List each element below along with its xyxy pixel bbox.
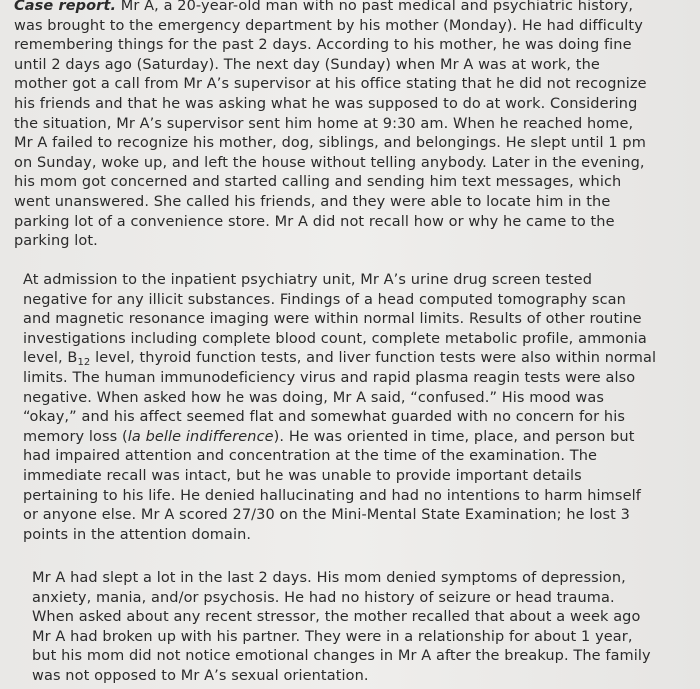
paragraph-text: Mr A had slept a lot in the last 2 days. His mom denied symptoms of depression, anxiety, mania, and/or psychosis. He had no history of seizure or head trauma. When asked about any recent stressor, the mother recalled that about a week ago Mr A had broken up with his partner. They were in a relationship for about 1 year, but his mom did not notice emotional changes in Mr A after the breakup. The family was not opposed to Mr A’s sexual orientation. bbox=[32, 570, 651, 684]
italic-term: la belle indifference bbox=[127, 428, 274, 445]
admission-paragraph bbox=[23, 271, 658, 545]
paragraph-text: At admission to the inpatient psychiatry unit, Mr A’s urine drug screen tested negative for any illicit substances. Findings of a head computed tomography scan and magnetic resonance imaging were within normal limits. Results of other routine investigations including complete blood count, complete metabolic profile, ammonia level, B bbox=[23, 272, 647, 367]
case-report-heading: Case report. bbox=[14, 0, 117, 14]
paragraph-text: ). He was oriented in time, place, and person but had impaired attention and concentration at the time of the examination. The immediate recall was intact, but he was unable to provide important details pertaining to his life. He denied hallucinating and had no intentions to harm himself or anyone else. Mr A scored 27/30 on the Mini-Mental State Examination; he lost 3 points in the attention domain. bbox=[23, 428, 641, 543]
history-paragraph bbox=[32, 569, 657, 687]
subscript-text: 12 bbox=[77, 357, 91, 369]
paragraph-text: Mr A, a 20-year-old man with no past medical and psychiatric history, was brought to the emergency department by his mother (Monday). He had difficulty remembering things for the past 2 days. According to his mother, he was doing fine until 2 days ago (Saturday). The next day (Sunday) when Mr A was at work, the mother got a call from Mr A’s supervisor at his office stating that he did not recognize his friends and that he was asking what he was supposed to do at work. Considering the situation, Mr A’s supervisor sent him home at 9:30 am. When he reached home, Mr A failed to recognize his mother, dog, siblings, and belongings. He slept until 1 pm on Sunday, woke up, and left the house without telling anybody. Later in the evening, his mom got concerned and started calling and sending him text messages, which went unanswered. She called his friends, and they were able to locate him in the parking lot of a convenience store. Mr A did not recall how or why he came to the parking lot. bbox=[14, 0, 647, 250]
case-report-paragraph bbox=[14, 0, 654, 252]
paragraph-text: level, thyroid function tests, and liver function tests were also within normal limits. The human immunodeficiency virus and rapid plasma reagin tests were also negative. When asked how he was doing, Mr A said, “confused.” His mood was “okay,” and his affect seemed flat and somewhat guarded with no concern for his memory loss ( bbox=[23, 350, 657, 445]
